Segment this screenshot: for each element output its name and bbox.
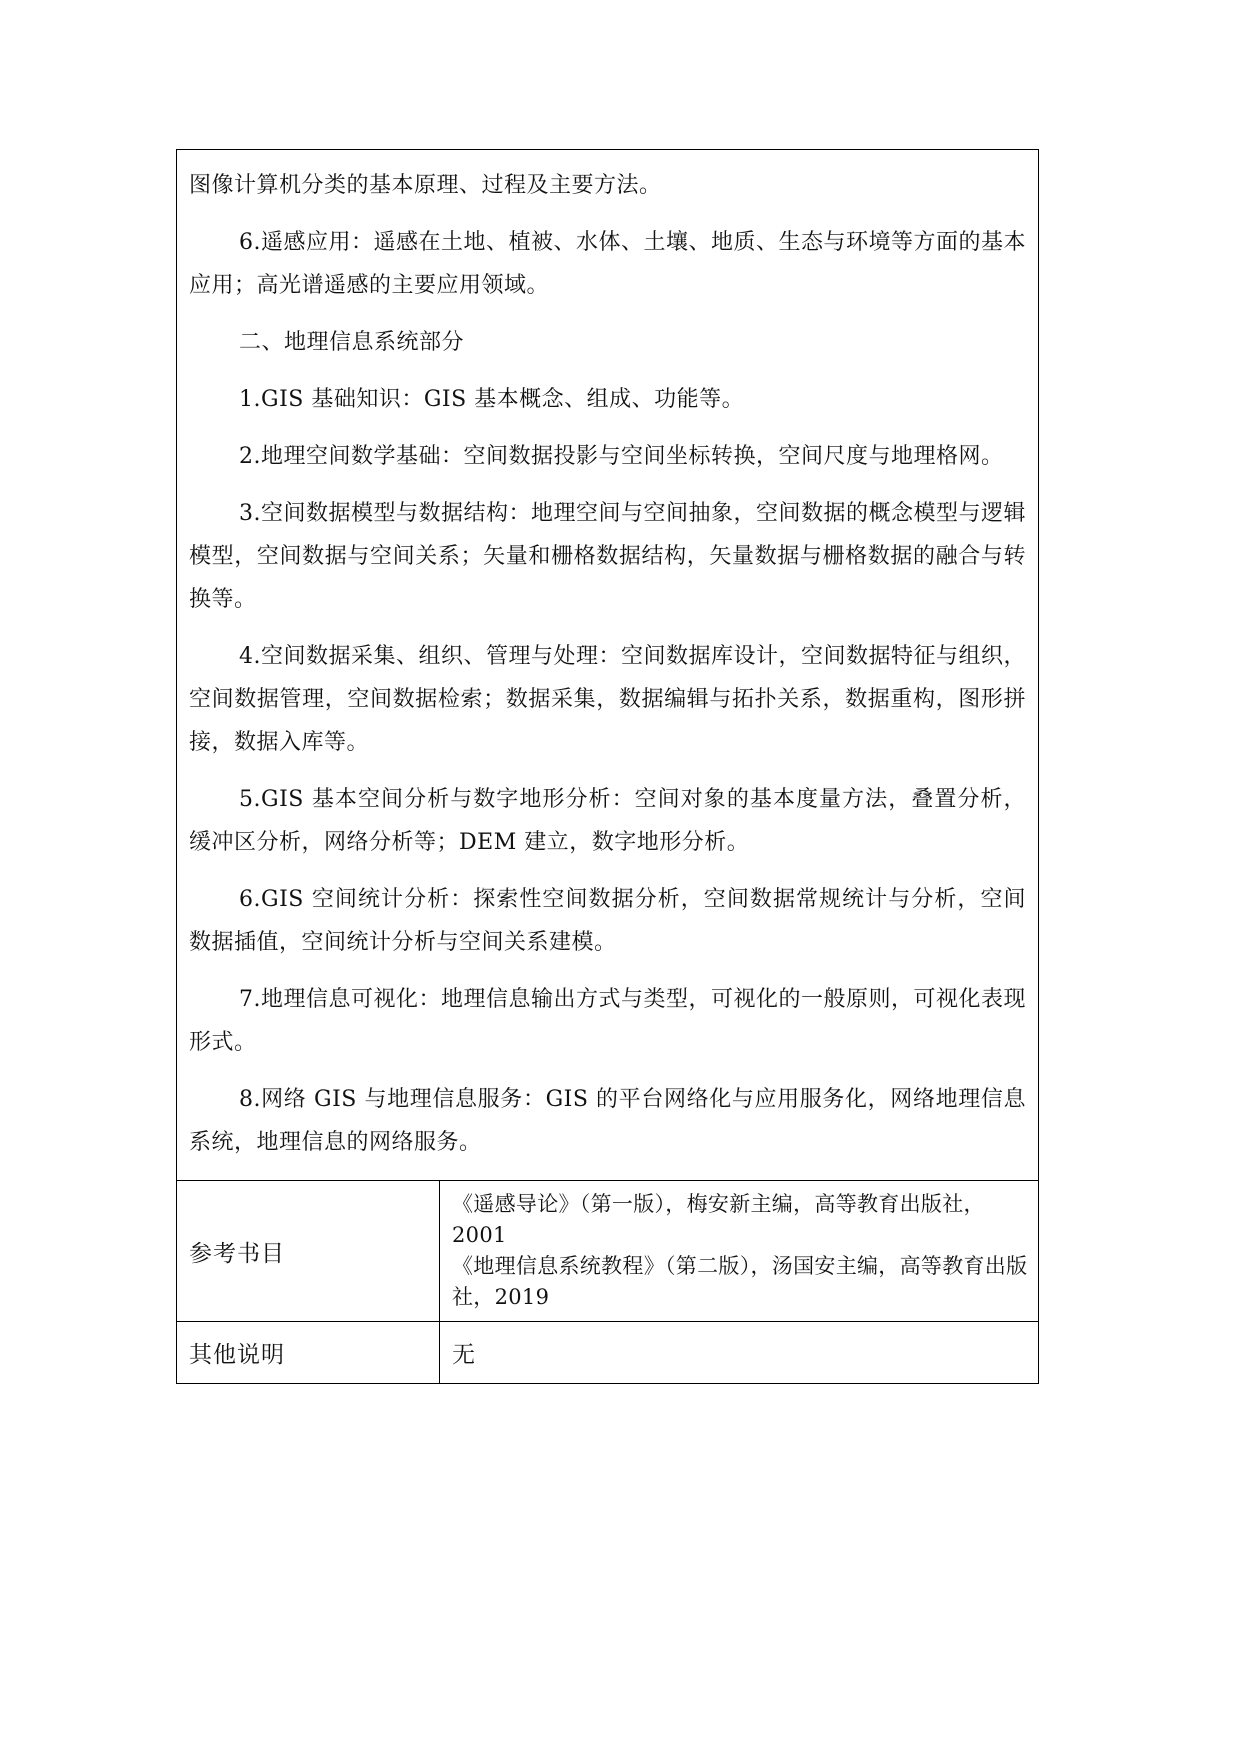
- content-row: [177, 150, 1039, 1181]
- content-paragraph: 3.空间数据模型与数据结构：地理空间与空间抽象，空间数据的概念模型与逻辑模型，空间数据与空间关系；矢量和栅格数据结构，矢量数据与栅格数据的融合与转换等。: [189, 501, 1026, 612]
- content-paragraph: 6.GIS 空间统计分析：探索性空间数据分析，空间数据常规统计与分析，空间数据插值，空间统计分析与空间关系建模。: [189, 887, 1026, 955]
- other-row: [177, 1322, 1039, 1384]
- content-paragraph: 8.网络 GIS 与地理信息服务：GIS 的平台网络化与应用服务化，网络地理信息系统，地理信息的网络服务。: [189, 1087, 1026, 1155]
- content-paragraph: 6.遥感应用：遥感在土地、植被、水体、土壤、地质、生态与环境等方面的基本应用；高光谱遥感的主要应用领域。: [189, 230, 1026, 298]
- section-heading: 二、地理信息系统部分: [239, 330, 465, 355]
- reference-item: 《地理信息系统教程》（第二版），汤国安主编，高等教育出版社，2019: [452, 1254, 1028, 1309]
- references-row: [177, 1181, 1039, 1322]
- content-paragraph: 图像计算机分类的基本原理、过程及主要方法。: [189, 173, 662, 198]
- reference-item: 《遥感导论》（第一版），梅安新主编，高等教育出版社，2001: [452, 1192, 985, 1247]
- syllabus-table: [176, 149, 1039, 1384]
- content-paragraph: 7.地理信息可视化：地理信息输出方式与类型，可视化的一般原则，可视化表现形式。: [189, 987, 1026, 1055]
- content-paragraph: 5.GIS 基本空间分析与数字地形分析：空间对象的基本度量方法，叠置分析，缓冲区分析，网络分析等；DEM 建立，数字地形分析。: [189, 787, 1026, 855]
- other-value: 无: [440, 1322, 1039, 1384]
- other-label: 其他说明: [177, 1322, 440, 1384]
- references-list: [440, 1181, 1039, 1322]
- content-paragraph: 1.GIS 基础知识：GIS 基本概念、组成、功能等。: [239, 387, 745, 412]
- references-label: 参考书目: [177, 1181, 440, 1322]
- content-cell: [177, 150, 1039, 1181]
- content-paragraph: 2.地理空间数学基础：空间数据投影与空间坐标转换，空间尺度与地理格网。: [239, 444, 1004, 469]
- content-paragraph: 4.空间数据采集、组织、管理与处理：空间数据库设计，空间数据特征与组织，空间数据管理，空间数据检索；数据采集，数据编辑与拓扑关系，数据重构，图形拼接，数据入库等。: [189, 644, 1026, 755]
